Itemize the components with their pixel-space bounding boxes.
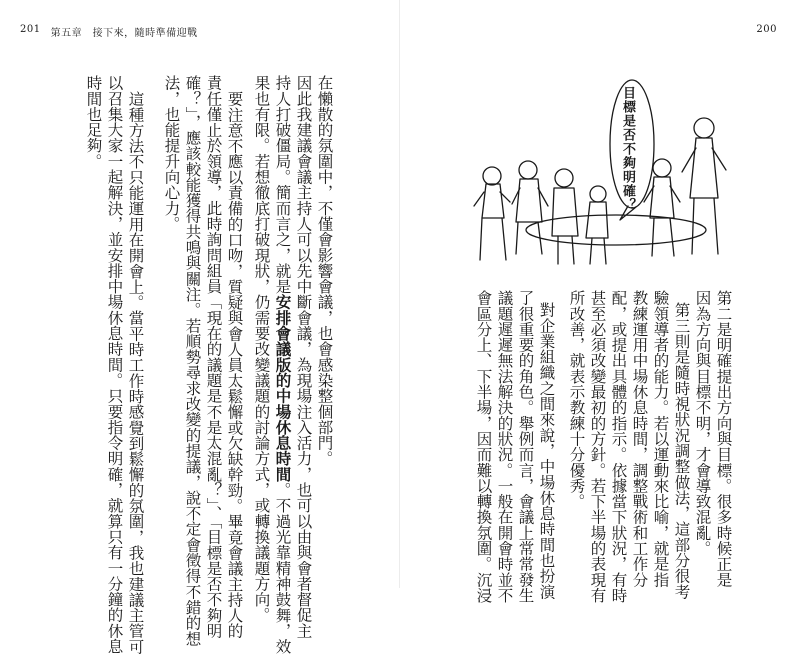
left-col-9: 這種方法不只能運用在開會上。當平時工作時感覺到鬆懈的氛圍，我也建議主管可: [126, 91, 145, 654]
page-gutter: [399, 0, 400, 588]
speech-bubble-text: 目標是否不夠明確？: [620, 86, 635, 212]
left-col-2: 因此我建議會議主持人可以先中斷會議，為現場注入活力，也可以由與會者督促主: [294, 75, 313, 639]
right-col-3: 第三則是隨時視狀況調整做法，這部分很考: [672, 302, 691, 600]
left-col-7: 確？」，應該較能獲得共鳴與關注。若順勢尋求改變的提議，說不定會徵得不錯的想: [183, 75, 202, 647]
right-col-12: 會區分上、下半場，因而難以轉換氛圍。沉浸: [474, 290, 493, 603]
chapter-title: 第五章 接下來，隨時準備迎戰: [50, 28, 198, 39]
left-col-8: 法，也能提升向心力。: [162, 75, 181, 232]
left-col-10: 以召集大家一起解決，並安排中場休息時間。只要指令明確，就算只有一分鐘的休息: [105, 75, 124, 654]
right-col-6: 配，或提出具體的指示。依據當下狀況，有時: [609, 290, 628, 603]
right-col-7: 甚至必須改變最初的方針。若下半場的表現有: [588, 290, 607, 603]
left-col-6: 責任僅止於領導，此時詢問組員「現在的議題是不是太混亂？」、「目標是否不夠明: [204, 75, 223, 639]
right-col-4: 驗領導者的能力。若以運動來比喻，就是指: [651, 290, 670, 588]
left-col-4: 果也有限。若想徹底打破現狀，仍需要改變議題的討論方式，或轉換議題方向。: [252, 75, 271, 623]
right-col-5: 教練運用中場休息時間，調整戰術和工作分: [630, 290, 649, 588]
left-col-3-end: 。不過光靠精神鼓舞，效: [273, 481, 292, 654]
right-col-8: 所改善，就表示教練十分優秀。: [567, 290, 586, 510]
left-page-header: [20, 24, 198, 39]
left-col-5: 要注意不應以責備的口吻，質疑與會人員太鬆懈或欠缺幹勁。畢竟會議主持人的: [225, 91, 244, 639]
left-page-number: 201: [20, 24, 41, 35]
left-col-11: 時間也足夠。: [84, 75, 103, 169]
left-col-3: [274, 75, 291, 654]
left-col-1: 在懶散的氛圍中，不僅會影響會議，也會感染整個部門。: [315, 75, 334, 467]
left-col-3-start: 持人打破僵局。簡而言之，就是: [273, 75, 292, 295]
right-page-number: 200: [756, 24, 777, 35]
highlight-phrase: 安排會議版的中場休息時間: [273, 294, 293, 482]
meeting-illustration: [466, 78, 752, 266]
right-col-10: 了很重要的角色。舉例而言，會議上常常發生: [516, 290, 535, 603]
right-col-11: 議題遲遲無法解決的狀況。一般在開會時並不: [495, 290, 514, 603]
right-col-9: 對企業組織之間來說，中場休息時間也扮演: [537, 302, 556, 600]
right-col-1: 第二是明確提出方向與目標。很多時候正是: [714, 290, 733, 588]
right-col-2: 因為方向與目標不明，才會導致混亂。: [693, 290, 712, 557]
